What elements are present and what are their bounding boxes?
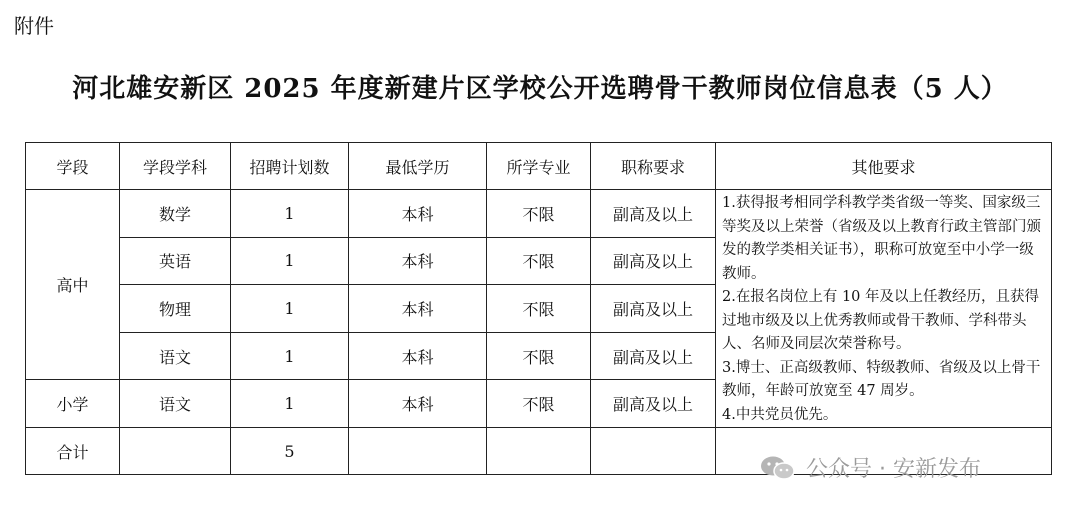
title-req-cell: 副高及以上 [591,380,716,428]
stage-cell-high: 高中 [26,190,120,380]
empty-cell [487,428,591,475]
major-cell: 不限 [487,237,591,285]
total-label-cell: 合计 [26,428,120,475]
header-other: 其他要求 [716,143,1052,190]
header-count: 招聘计划数 [231,143,349,190]
wechat-icon [760,455,796,481]
major-cell: 不限 [487,285,591,333]
title-req-cell: 副高及以上 [591,332,716,380]
table-header-row [26,143,1052,190]
watermark [760,452,981,483]
stage-cell-primary: 小学 [26,380,120,428]
header-major: 所学专业 [487,143,591,190]
requirement-item: 4.中共党员优先。 [722,406,838,423]
count-cell: 1 [231,285,349,333]
watermark-text: 公众号 · 安新发布 [806,457,981,482]
position-table [25,142,1052,475]
title-req-cell: 副高及以上 [591,285,716,333]
count-cell: 1 [231,190,349,238]
header-subject: 学段学科 [120,143,231,190]
education-cell: 本科 [349,332,487,380]
education-cell: 本科 [349,190,487,238]
table-row [26,190,1052,238]
major-cell: 不限 [487,332,591,380]
education-cell: 本科 [349,285,487,333]
major-cell: 不限 [487,380,591,428]
empty-cell [349,428,487,475]
count-cell: 1 [231,237,349,285]
other-requirements-cell [716,190,1052,428]
attachment-label: 附件 [14,14,54,38]
subject-cell: 数学 [120,190,231,238]
requirement-item: 1.获得报考相同学科教学类省级一等奖、国家级三等奖及以上荣誉（省级及以上教育行政主管部门颁发的教学类相关证书），职称可放宽至中小学一级教师。 [722,195,1041,282]
requirement-item: 3.博士、正高级教师、特级教师、省级及以上骨干教师，年龄可放宽至 47 周岁。 [722,359,1041,399]
major-cell: 不限 [487,190,591,238]
count-cell: 1 [231,380,349,428]
requirement-item: 2.在报名岗位上有 10 年及以上任教经历，且获得过地市级及以上优秀教师或骨干教师、学科带头人、名师及同层次荣誉称号。 [722,289,1040,352]
empty-cell [591,428,716,475]
count-cell: 1 [231,332,349,380]
header-education: 最低学历 [349,143,487,190]
education-cell: 本科 [349,380,487,428]
title-req-cell: 副高及以上 [591,190,716,238]
empty-cell [120,428,231,475]
title-req-cell: 副高及以上 [591,237,716,285]
subject-cell: 物理 [120,285,231,333]
page-title: 河北雄安新区 2025 年度新建片区学校公开选聘骨干教师岗位信息表（5 人） [72,74,1008,104]
education-cell: 本科 [349,237,487,285]
header-stage: 学段 [26,143,120,190]
subject-cell: 语文 [120,380,231,428]
total-count-cell: 5 [231,428,349,475]
subject-cell: 英语 [120,237,231,285]
subject-cell: 语文 [120,332,231,380]
header-title-req: 职称要求 [591,143,716,190]
